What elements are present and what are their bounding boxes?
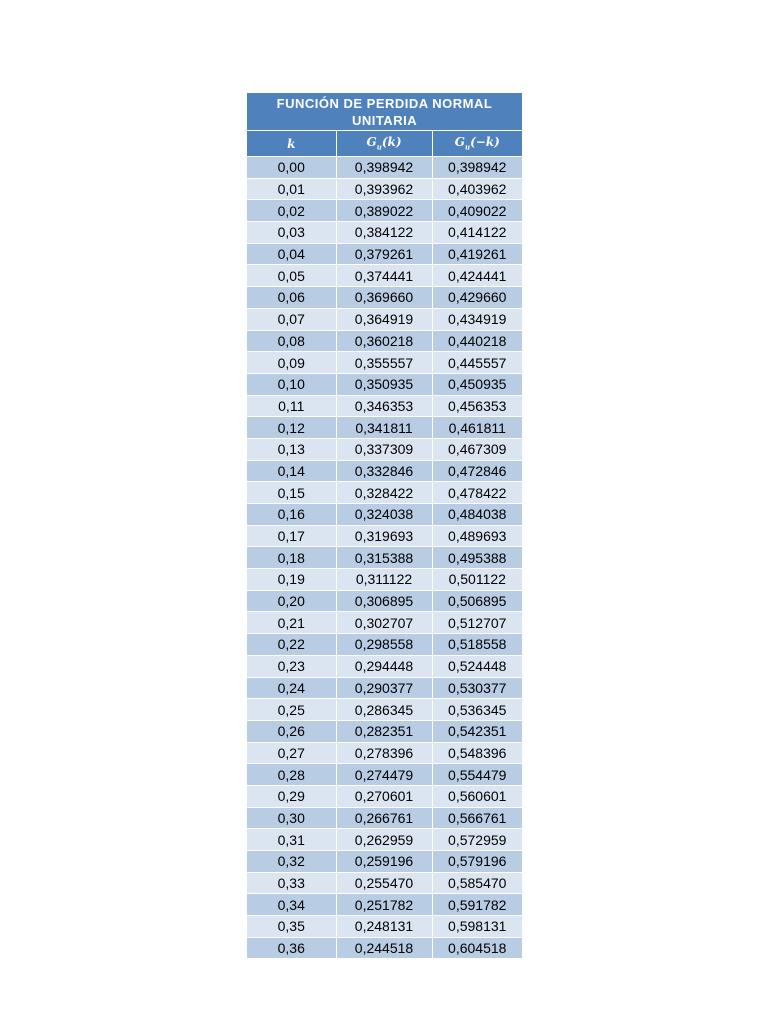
cell-gu-neg-k: 0,414122 <box>432 222 522 244</box>
cell-k: 0,15 <box>247 482 336 504</box>
cell-k: 0,13 <box>247 438 336 460</box>
cell-gu-neg-k: 0,409022 <box>432 200 522 222</box>
cell-gu-neg-k: 0,461811 <box>432 417 522 439</box>
cell-gu-neg-k: 0,548396 <box>432 742 522 764</box>
cell-gu-neg-k: 0,429660 <box>432 287 522 309</box>
column-header-k-label: k <box>287 136 296 151</box>
cell-k: 0,12 <box>247 417 336 439</box>
table-row <box>247 222 522 244</box>
cell-gu-neg-k: 0,579196 <box>432 851 522 873</box>
cell-gu-k: 0,346353 <box>336 395 432 417</box>
cell-gu-neg-k: 0,398942 <box>432 157 522 179</box>
cell-gu-neg-k: 0,512707 <box>432 612 522 634</box>
cell-gu-neg-k: 0,530377 <box>432 677 522 699</box>
column-header-gu-k <box>336 131 432 157</box>
table-row <box>247 265 522 287</box>
cell-gu-neg-k: 0,585470 <box>432 872 522 894</box>
cell-k: 0,27 <box>247 742 336 764</box>
cell-gu-neg-k: 0,495388 <box>432 547 522 569</box>
cell-k: 0,23 <box>247 655 336 677</box>
table-row <box>247 460 522 482</box>
table-row <box>247 872 522 894</box>
column-header-gu-neg-k-sub: u <box>464 142 471 152</box>
cell-k: 0,25 <box>247 699 336 721</box>
cell-gu-neg-k: 0,591782 <box>432 894 522 916</box>
cell-k: 0,35 <box>247 916 336 938</box>
cell-k: 0,24 <box>247 677 336 699</box>
table-row <box>247 916 522 938</box>
cell-gu-k: 0,298558 <box>336 634 432 656</box>
table-row <box>247 287 522 309</box>
table-title: FUNCIÓN DE PERDIDA NORMAL UNITARIA <box>247 93 522 131</box>
column-header-gu-k-main: G <box>366 135 377 150</box>
column-header-gu-neg-k-arg: (−k) <box>470 135 500 150</box>
cell-gu-k: 0,248131 <box>336 916 432 938</box>
table-row <box>247 720 522 742</box>
cell-k: 0,19 <box>247 569 336 591</box>
cell-gu-k: 0,274479 <box>336 764 432 786</box>
cell-gu-neg-k: 0,484038 <box>432 504 522 526</box>
table-row <box>247 395 522 417</box>
table-row <box>247 807 522 829</box>
cell-gu-neg-k: 0,440218 <box>432 330 522 352</box>
column-header-gu-neg-k-main: G <box>454 135 465 150</box>
column-header-k <box>247 131 336 157</box>
cell-gu-k: 0,282351 <box>336 720 432 742</box>
cell-gu-k: 0,379261 <box>336 243 432 265</box>
column-header-gu-neg-k <box>432 131 522 157</box>
table-row <box>247 308 522 330</box>
cell-gu-k: 0,270601 <box>336 785 432 807</box>
table-row <box>247 417 522 439</box>
cell-gu-k: 0,259196 <box>336 851 432 873</box>
cell-gu-neg-k: 0,445557 <box>432 352 522 374</box>
table-row <box>247 655 522 677</box>
table-row <box>247 200 522 222</box>
cell-k: 0,20 <box>247 590 336 612</box>
table-row <box>247 785 522 807</box>
cell-gu-k: 0,360218 <box>336 330 432 352</box>
cell-gu-k: 0,311122 <box>336 569 432 591</box>
table-body <box>247 157 522 959</box>
cell-gu-neg-k: 0,542351 <box>432 720 522 742</box>
table-row <box>247 829 522 851</box>
cell-gu-k: 0,389022 <box>336 200 432 222</box>
cell-gu-neg-k: 0,419261 <box>432 243 522 265</box>
cell-gu-k: 0,286345 <box>336 699 432 721</box>
cell-gu-neg-k: 0,450935 <box>432 373 522 395</box>
cell-gu-neg-k: 0,472846 <box>432 460 522 482</box>
table-row <box>247 547 522 569</box>
cell-k: 0,31 <box>247 829 336 851</box>
cell-k: 0,10 <box>247 373 336 395</box>
cell-gu-k: 0,306895 <box>336 590 432 612</box>
cell-k: 0,14 <box>247 460 336 482</box>
cell-gu-k: 0,315388 <box>336 547 432 569</box>
cell-k: 0,33 <box>247 872 336 894</box>
cell-gu-k: 0,244518 <box>336 937 432 958</box>
table-row <box>247 157 522 179</box>
table-row <box>247 373 522 395</box>
cell-k: 0,17 <box>247 525 336 547</box>
cell-k: 0,09 <box>247 352 336 374</box>
column-header-gu-k-arg: (k) <box>381 135 402 150</box>
table-row <box>247 894 522 916</box>
cell-gu-neg-k: 0,598131 <box>432 916 522 938</box>
cell-k: 0,29 <box>247 785 336 807</box>
table-row <box>247 937 522 958</box>
cell-gu-neg-k: 0,434919 <box>432 308 522 330</box>
table-row <box>247 677 522 699</box>
cell-gu-k: 0,374441 <box>336 265 432 287</box>
cell-gu-neg-k: 0,501122 <box>432 569 522 591</box>
cell-k: 0,03 <box>247 222 336 244</box>
cell-k: 0,34 <box>247 894 336 916</box>
cell-gu-neg-k: 0,467309 <box>432 438 522 460</box>
cell-gu-neg-k: 0,566761 <box>432 807 522 829</box>
cell-gu-neg-k: 0,403962 <box>432 178 522 200</box>
table-row <box>247 504 522 526</box>
cell-gu-k: 0,384122 <box>336 222 432 244</box>
table-row <box>247 612 522 634</box>
cell-gu-k: 0,266761 <box>336 807 432 829</box>
cell-k: 0,36 <box>247 937 336 958</box>
cell-k: 0,08 <box>247 330 336 352</box>
cell-k: 0,18 <box>247 547 336 569</box>
cell-gu-k: 0,364919 <box>336 308 432 330</box>
cell-gu-k: 0,255470 <box>336 872 432 894</box>
cell-k: 0,02 <box>247 200 336 222</box>
cell-k: 0,04 <box>247 243 336 265</box>
cell-gu-neg-k: 0,524448 <box>432 655 522 677</box>
table-row <box>247 764 522 786</box>
cell-gu-neg-k: 0,506895 <box>432 590 522 612</box>
cell-gu-k: 0,398942 <box>336 157 432 179</box>
cell-gu-neg-k: 0,489693 <box>432 525 522 547</box>
cell-gu-neg-k: 0,424441 <box>432 265 522 287</box>
cell-gu-neg-k: 0,572959 <box>432 829 522 851</box>
cell-gu-k: 0,328422 <box>336 482 432 504</box>
table-row <box>247 699 522 721</box>
cell-gu-neg-k: 0,560601 <box>432 785 522 807</box>
cell-gu-k: 0,324038 <box>336 504 432 526</box>
cell-k: 0,21 <box>247 612 336 634</box>
cell-gu-neg-k: 0,478422 <box>432 482 522 504</box>
cell-k: 0,05 <box>247 265 336 287</box>
cell-gu-neg-k: 0,536345 <box>432 699 522 721</box>
cell-gu-neg-k: 0,554479 <box>432 764 522 786</box>
table-row <box>247 569 522 591</box>
column-header-gu-k-sub: u <box>376 142 382 152</box>
cell-gu-k: 0,290377 <box>336 677 432 699</box>
table-row <box>247 330 522 352</box>
cell-gu-k: 0,332846 <box>336 460 432 482</box>
table-row <box>247 482 522 504</box>
loss-function-table <box>247 93 522 958</box>
cell-k: 0,22 <box>247 634 336 656</box>
cell-gu-neg-k: 0,518558 <box>432 634 522 656</box>
cell-gu-neg-k: 0,456353 <box>432 395 522 417</box>
cell-k: 0,06 <box>247 287 336 309</box>
cell-gu-k: 0,369660 <box>336 287 432 309</box>
cell-gu-k: 0,337309 <box>336 438 432 460</box>
table-row <box>247 352 522 374</box>
table-row <box>247 634 522 656</box>
table-row <box>247 851 522 873</box>
table-row <box>247 243 522 265</box>
cell-gu-k: 0,262959 <box>336 829 432 851</box>
cell-gu-k: 0,302707 <box>336 612 432 634</box>
cell-gu-k: 0,294448 <box>336 655 432 677</box>
cell-k: 0,26 <box>247 720 336 742</box>
cell-k: 0,32 <box>247 851 336 873</box>
cell-gu-neg-k: 0,604518 <box>432 937 522 958</box>
cell-k: 0,30 <box>247 807 336 829</box>
table-row <box>247 742 522 764</box>
cell-gu-k: 0,278396 <box>336 742 432 764</box>
cell-k: 0,01 <box>247 178 336 200</box>
table-row <box>247 438 522 460</box>
table-row <box>247 178 522 200</box>
cell-gu-k: 0,341811 <box>336 417 432 439</box>
cell-gu-k: 0,355557 <box>336 352 432 374</box>
cell-gu-k: 0,393962 <box>336 178 432 200</box>
table-row <box>247 525 522 547</box>
table-row <box>247 590 522 612</box>
cell-k: 0,00 <box>247 157 336 179</box>
cell-gu-k: 0,350935 <box>336 373 432 395</box>
cell-k: 0,07 <box>247 308 336 330</box>
cell-k: 0,11 <box>247 395 336 417</box>
cell-k: 0,16 <box>247 504 336 526</box>
cell-gu-k: 0,251782 <box>336 894 432 916</box>
cell-gu-k: 0,319693 <box>336 525 432 547</box>
cell-k: 0,28 <box>247 764 336 786</box>
